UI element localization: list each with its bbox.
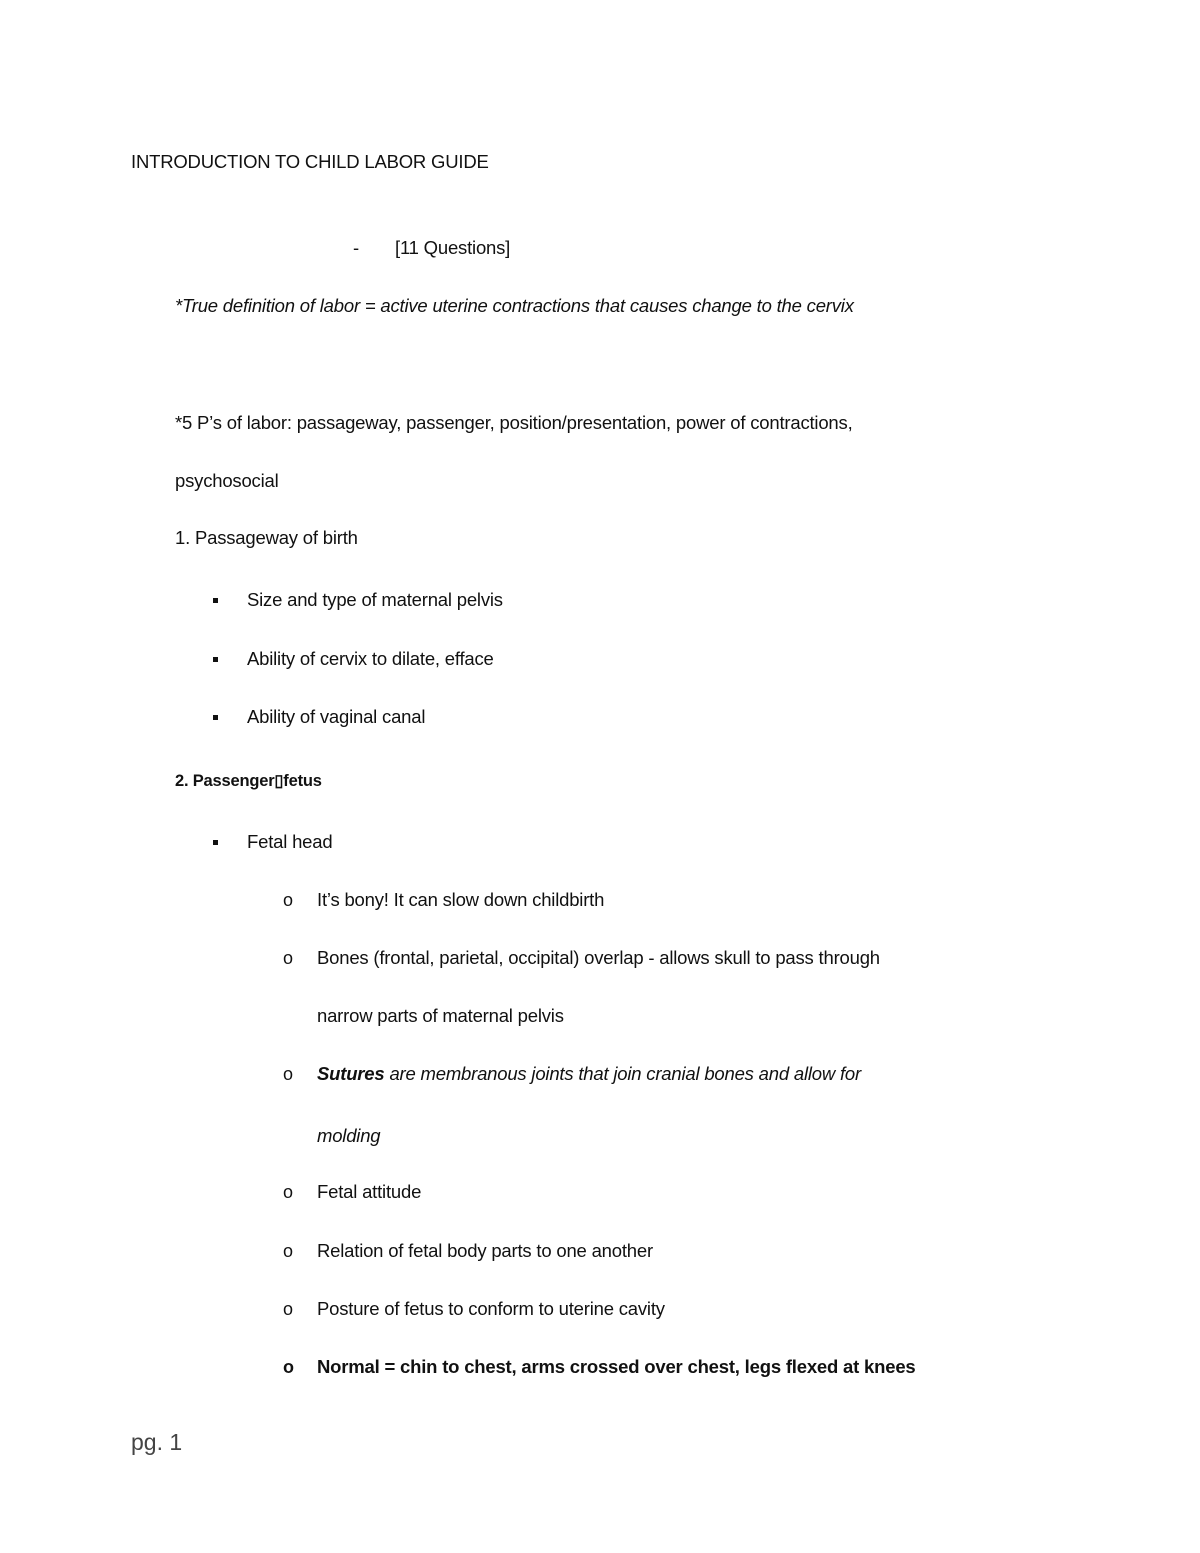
question-count: [11 Questions] xyxy=(395,237,511,258)
circle-bullet-icon: o xyxy=(283,1299,294,1319)
dash-marker: - xyxy=(353,237,359,258)
sutures-definition: are membranous joints that join cranial bones and allow for xyxy=(389,1063,861,1084)
page-number: pg. 1 xyxy=(131,1429,183,1455)
section-1-heading: 1. Passageway of birth xyxy=(175,527,358,548)
section-2-heading: 2. Passenger▯fetus xyxy=(175,772,322,790)
five-ps-line-1: *5 P’s of labor: passageway, passenger, position/presentation, power of contractions, xyxy=(175,412,853,433)
sub-item: Posture of fetus to conform to uterine cavity xyxy=(317,1298,665,1319)
circle-bullet-icon: o xyxy=(283,1182,294,1202)
list-item: Ability of vaginal canal xyxy=(247,706,426,727)
sutures-term: Sutures xyxy=(317,1063,385,1084)
bullet-icon xyxy=(213,715,218,720)
circle-bullet-icon: o xyxy=(283,890,294,910)
circle-bullet-icon: o xyxy=(283,948,294,968)
labor-definition: *True definition of labor = active uterine contractions that causes change to the cervix xyxy=(175,295,854,316)
circle-bullet-icon: o xyxy=(283,1241,294,1261)
list-item: Size and type of maternal pelvis xyxy=(247,589,503,610)
bullet-icon xyxy=(213,840,218,845)
circle-bullet-icon: o xyxy=(283,1064,294,1084)
five-ps-line-2: psychosocial xyxy=(175,470,279,491)
sub-item: Fetal attitude xyxy=(317,1181,422,1202)
bullet-icon xyxy=(213,657,218,662)
sub-item: Bones (frontal, parietal, occipital) overlap - allows skull to pass through xyxy=(317,947,880,968)
circle-bullet-icon: o xyxy=(283,1357,294,1377)
document-title: INTRODUCTION TO CHILD LABOR GUIDE xyxy=(131,151,489,172)
list-item: Fetal head xyxy=(247,831,333,852)
bullet-icon xyxy=(213,598,218,603)
sub-item: It’s bony! It can slow down childbirth xyxy=(317,889,605,910)
sub-item-continuation: molding xyxy=(317,1125,381,1146)
sub-item: Relation of fetal body parts to one another xyxy=(317,1240,653,1261)
sub-item xyxy=(317,1062,861,1086)
sub-item: Normal = chin to chest, arms crossed over chest, legs flexed at knees xyxy=(317,1356,916,1377)
sub-item-continuation: narrow parts of maternal pelvis xyxy=(317,1005,564,1026)
list-item: Ability of cervix to dilate, efface xyxy=(247,648,494,669)
